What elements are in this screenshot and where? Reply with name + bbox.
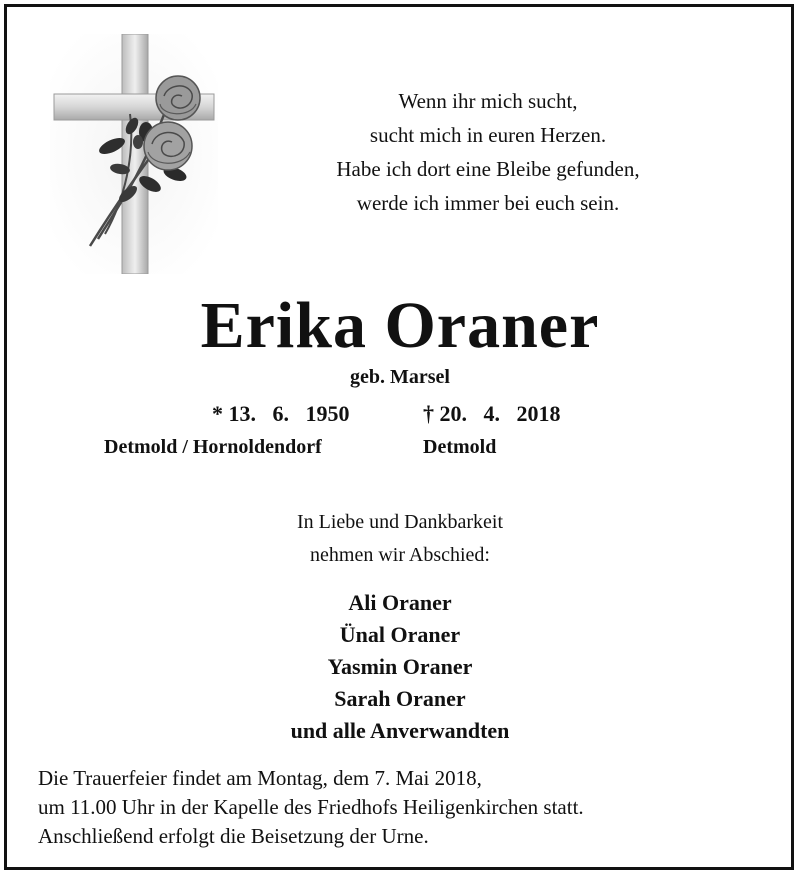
verse-line: Habe ich dort eine Bleibe gefunden, bbox=[336, 157, 640, 181]
funeral-line: Die Trauerfeier findet am Montag, dem 7. Mai 2018, bbox=[38, 766, 482, 790]
mourner: Ali Oraner bbox=[348, 590, 452, 615]
birth-date bbox=[212, 401, 350, 427]
verse-line: sucht mich in euren Herzen. bbox=[369, 123, 607, 147]
birth-year: 1950 bbox=[305, 401, 350, 426]
deceased-name: Erika Oraner bbox=[200, 289, 600, 362]
mourner: Yasmin Oraner bbox=[327, 654, 473, 679]
birth-place: Detmold / Hornoldendorf bbox=[104, 436, 322, 458]
death-year: 2018 bbox=[516, 401, 561, 426]
death-month: 4. bbox=[483, 401, 500, 426]
birth-symbol: * bbox=[212, 401, 223, 426]
verse bbox=[300, 84, 676, 220]
mourners-list bbox=[0, 587, 800, 747]
funeral-notice bbox=[38, 764, 778, 851]
death-symbol: † bbox=[423, 401, 434, 426]
birth-day: 13. bbox=[228, 401, 256, 426]
funeral-line: um 11.00 Uhr in der Kapelle des Friedhofs Heiligenkirchen statt. bbox=[38, 795, 584, 819]
mourner: Ünal Oraner bbox=[339, 622, 461, 647]
verse-line: werde ich immer bei euch sein. bbox=[356, 191, 620, 215]
verse-line: Wenn ihr mich sucht, bbox=[398, 89, 578, 113]
cross-with-roses-icon bbox=[50, 34, 218, 274]
maiden-name: geb. Marsel bbox=[350, 366, 450, 388]
death-date bbox=[423, 401, 561, 427]
birth-month: 6. bbox=[272, 401, 289, 426]
mourner: Sarah Oraner bbox=[334, 686, 466, 711]
farewell bbox=[0, 506, 800, 572]
death-day: 20. bbox=[439, 401, 467, 426]
farewell-line: In Liebe und Dankbarkeit bbox=[296, 511, 504, 533]
funeral-line: Anschließend erfolgt die Beisetzung der Urne. bbox=[38, 824, 429, 848]
mourner: und alle Anverwandten bbox=[290, 718, 510, 743]
death-place: Detmold bbox=[423, 436, 497, 458]
farewell-line: nehmen wir Abschied: bbox=[310, 544, 490, 566]
